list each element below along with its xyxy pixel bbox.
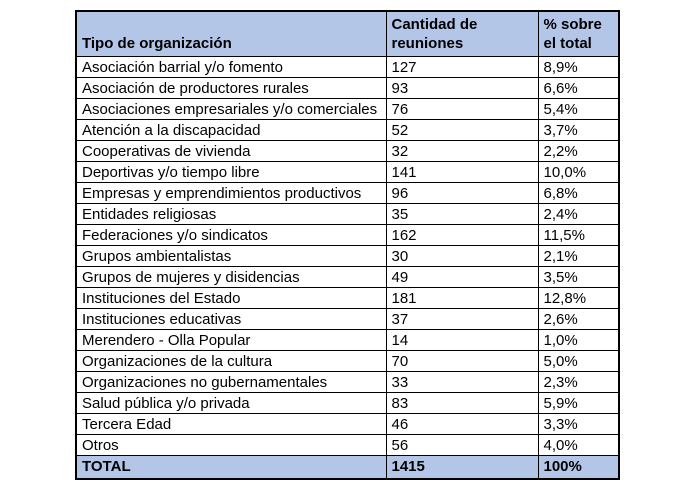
count-cell: 30 <box>386 246 538 267</box>
percent-cell: 5,4% <box>538 99 619 120</box>
org-type-cell: Salud pública y/o privada <box>76 393 386 414</box>
table-row <box>76 435 619 456</box>
table-row <box>76 99 619 120</box>
organization-meetings-table <box>75 10 620 480</box>
org-type-cell: Instituciones educativas <box>76 309 386 330</box>
percent-cell: 11,5% <box>538 225 619 246</box>
count-cell: 162 <box>386 225 538 246</box>
count-cell: 52 <box>386 120 538 141</box>
table-row <box>76 330 619 351</box>
table-row <box>76 204 619 225</box>
column-header-percent-total: % sobre el total <box>538 11 619 57</box>
org-type-cell: Otros <box>76 435 386 456</box>
percent-cell: 6,6% <box>538 78 619 99</box>
percent-cell: 6,8% <box>538 183 619 204</box>
count-cell: 127 <box>386 57 538 78</box>
total-percent-cell: 100% <box>538 456 619 479</box>
count-cell: 35 <box>386 204 538 225</box>
column-header-meeting-count: Cantidad de reuniones <box>386 11 538 57</box>
count-cell: 33 <box>386 372 538 393</box>
count-cell: 49 <box>386 267 538 288</box>
table-row <box>76 141 619 162</box>
percent-cell: 3,3% <box>538 414 619 435</box>
org-type-cell: Grupos de mujeres y disidencias <box>76 267 386 288</box>
percent-cell: 4,0% <box>538 435 619 456</box>
total-row <box>76 456 619 479</box>
percent-cell: 3,7% <box>538 120 619 141</box>
table-row <box>76 162 619 183</box>
table-row <box>76 351 619 372</box>
organization-meetings-table-container <box>75 10 620 480</box>
table-row <box>76 372 619 393</box>
table-row <box>76 309 619 330</box>
org-type-cell: Atención a la discapacidad <box>76 120 386 141</box>
table-row <box>76 57 619 78</box>
count-cell: 93 <box>386 78 538 99</box>
count-cell: 14 <box>386 330 538 351</box>
percent-cell: 8,9% <box>538 57 619 78</box>
count-cell: 76 <box>386 99 538 120</box>
org-type-cell: Asociaciones empresariales y/o comerciales <box>76 99 386 120</box>
table-row <box>76 288 619 309</box>
table-row <box>76 393 619 414</box>
count-cell: 96 <box>386 183 538 204</box>
org-type-cell: Instituciones del Estado <box>76 288 386 309</box>
table-row <box>76 183 619 204</box>
percent-cell: 2,1% <box>538 246 619 267</box>
percent-cell: 5,0% <box>538 351 619 372</box>
percent-cell: 2,6% <box>538 309 619 330</box>
percent-cell: 10,0% <box>538 162 619 183</box>
table-row <box>76 246 619 267</box>
table-row <box>76 267 619 288</box>
percent-cell: 2,3% <box>538 372 619 393</box>
percent-cell: 2,2% <box>538 141 619 162</box>
org-type-cell: Empresas y emprendimientos productivos <box>76 183 386 204</box>
count-cell: 83 <box>386 393 538 414</box>
org-type-cell: Deportivas y/o tiempo libre <box>76 162 386 183</box>
percent-cell: 5,9% <box>538 393 619 414</box>
table-row <box>76 225 619 246</box>
org-type-cell: Merendero - Olla Popular <box>76 330 386 351</box>
total-count-cell: 1415 <box>386 456 538 479</box>
org-type-cell: Asociación barrial y/o fomento <box>76 57 386 78</box>
count-cell: 181 <box>386 288 538 309</box>
percent-cell: 3,5% <box>538 267 619 288</box>
column-header-org-type: Tipo de organización <box>76 11 386 57</box>
count-cell: 70 <box>386 351 538 372</box>
org-type-cell: Organizaciones no gubernamentales <box>76 372 386 393</box>
header-row <box>76 11 619 57</box>
count-cell: 37 <box>386 309 538 330</box>
count-cell: 32 <box>386 141 538 162</box>
percent-cell: 12,8% <box>538 288 619 309</box>
percent-cell: 1,0% <box>538 330 619 351</box>
org-type-cell: Organizaciones de la cultura <box>76 351 386 372</box>
count-cell: 56 <box>386 435 538 456</box>
org-type-cell: Tercera Edad <box>76 414 386 435</box>
count-cell: 46 <box>386 414 538 435</box>
table-row <box>76 78 619 99</box>
table-row <box>76 120 619 141</box>
total-label-cell: TOTAL <box>76 456 386 479</box>
count-cell: 141 <box>386 162 538 183</box>
org-type-cell: Grupos ambientalistas <box>76 246 386 267</box>
org-type-cell: Entidades religiosas <box>76 204 386 225</box>
org-type-cell: Asociación de productores rurales <box>76 78 386 99</box>
org-type-cell: Federaciones y/o sindicatos <box>76 225 386 246</box>
table-row <box>76 414 619 435</box>
org-type-cell: Cooperativas de vivienda <box>76 141 386 162</box>
percent-cell: 2,4% <box>538 204 619 225</box>
